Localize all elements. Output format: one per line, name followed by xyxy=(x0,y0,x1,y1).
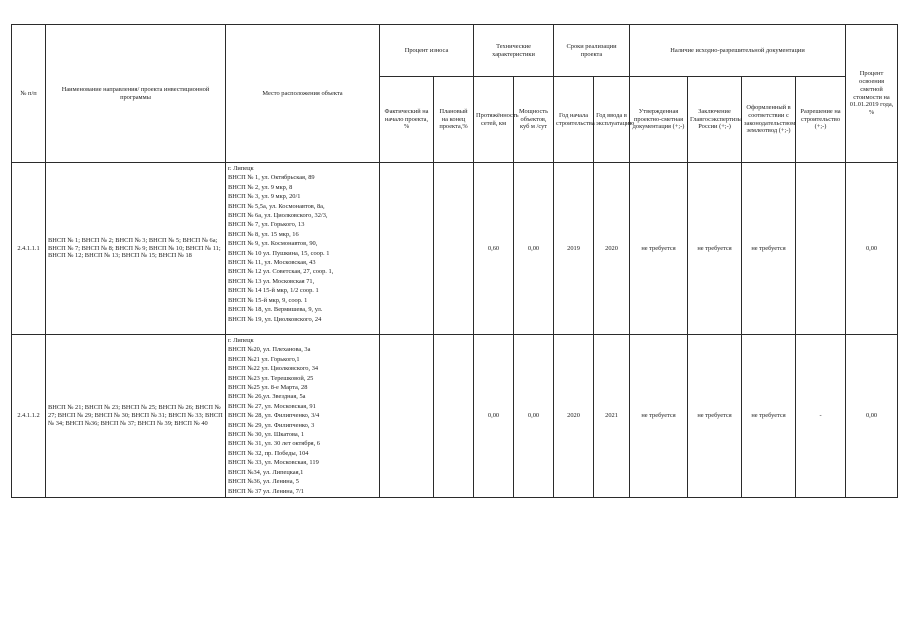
place-line: ВНСП № 32, пр. Победы, 104 xyxy=(228,449,309,457)
place-line: ВНСП № 7, ул. Горького, 13 xyxy=(228,221,305,229)
header-design-doc: Утвержденная проектно-сметная документация (+;-) xyxy=(630,77,688,163)
header-place: Место расположения объекта xyxy=(226,25,380,163)
row-design-doc: не требуется xyxy=(630,335,688,498)
row-name: ВНСП № 1; ВНСП № 2; ВНСП № 3; ВНСП № 5; ВНСП № 6а; ВНСП № 7; ВНСП № 8; ВНСП № 9; ВНСП № 10; ВНСП № 11; ВНСП № 12; ВНСП № 13; ВНСП № 15; ВНСП № 18 xyxy=(46,163,226,335)
row-places xyxy=(226,335,380,498)
header-wear-fact: Фактический на начало проекта, % xyxy=(380,77,434,163)
place-line: ВНСП №36, ул. Ленина, 5 xyxy=(228,478,299,486)
header-percent: Процент освоения сметной стоимости на 01.01.2019 года, % xyxy=(846,25,898,163)
place-line: ВНСП № 37 ул. Ленина, 7/1 xyxy=(228,487,304,495)
header-glavgos: Заключение Главгосэкспертизы России (+;-) xyxy=(688,77,742,163)
place-line: ВНСП № 31, ул. 30 лет октября, 6 xyxy=(228,440,320,448)
place-line: ВНСП № 15-й мкр, 9, соор. 1 xyxy=(228,296,308,304)
place-line: ВНСП № 18, ул. Вермишева, 9, ул. xyxy=(228,306,323,314)
row-places xyxy=(226,163,380,335)
place-line: ВНСП №22 ул. Циолковского, 34 xyxy=(228,365,319,373)
row-wear-plan xyxy=(434,335,474,498)
row-design-doc: не требуется xyxy=(630,163,688,335)
header-capacity: Мощность объектов, куб м /сут xyxy=(514,77,554,163)
place-line: ВНСП №23 ул. Терешковой, 25 xyxy=(228,374,314,382)
place-line: ВНСП № 10 ул. Пушкина, 15, соор. 1 xyxy=(228,249,330,257)
header-end-year: Год ввода в эксплуатацию xyxy=(594,77,630,163)
place-line: ВНСП № 33, ул. Московская, 119 xyxy=(228,459,319,467)
place-line: г. Липецк xyxy=(228,337,254,344)
place-line: ВНСП № 26,ул. Звездная, 5а xyxy=(228,393,306,401)
row-build-permit xyxy=(796,163,846,335)
place-line: ВНСП № 12 ул. Советская, 27, соор. 1, xyxy=(228,268,334,276)
place-line: ВНСП № 1, ул. Октябрьская, 89 xyxy=(228,174,315,182)
table-row xyxy=(12,163,898,335)
header-start-year: Год начала строительства xyxy=(554,77,594,163)
header-wear: Процент износа xyxy=(380,25,474,77)
place-line: ВНСП №34, ул. Липецкая,1 xyxy=(228,468,304,476)
row-land: не требуется xyxy=(742,335,796,498)
header-build-permit: Разрешение на строительство (+;-) xyxy=(796,77,846,163)
place-line: ВНСП № 28, ул. Филипченко, 3/4 xyxy=(228,412,320,420)
place-line: ВНСП № 9, ул. Космонавтов, 90, xyxy=(228,240,318,248)
place-line: ВНСП № 2, ул. 9 мкр, 8 xyxy=(228,183,293,191)
place-line: ВНСП № 11, ул. Московская, 43 xyxy=(228,259,316,267)
place-line: ВНСП № 8, ул. 15 мкр, 16 xyxy=(228,230,299,238)
row-length: 0,60 xyxy=(474,163,514,335)
place-line: ВНСП №25 ул. 8-е Марта, 28 xyxy=(228,384,308,392)
place-line: ВНСП № 29, ул. Филипченко, 3 xyxy=(228,421,315,429)
row-capacity: 0,00 xyxy=(514,335,554,498)
place-line: ВНСП №21 ул. Горького,1 xyxy=(228,355,300,363)
place-line: ВНСП №20, ул. Плеханова, 3а xyxy=(228,346,311,354)
row-percent: 0,00 xyxy=(846,163,898,335)
header-num: № п/п xyxy=(12,25,46,163)
place-line: ВНСП № 3, ул. 9 мкр, 20/1 xyxy=(228,193,301,201)
place-line: г. Липецк xyxy=(228,165,254,172)
row-wear-plan xyxy=(434,163,474,335)
place-line: ВНСП № 19, ул. Циолковского, 24 xyxy=(228,315,322,323)
header-permits: Наличие исходно-разрешительной документации xyxy=(630,25,846,77)
header-land: Оформленный в соответствии с законодательством землеотвод (+;-) xyxy=(742,77,796,163)
row-capacity: 0,00 xyxy=(514,163,554,335)
investment-program-table xyxy=(11,24,898,498)
place-line: ВНСП № 27, ул. Московская, 91 xyxy=(228,402,316,410)
row-land: не требуется xyxy=(742,163,796,335)
row-glavgos: не требуется xyxy=(688,335,742,498)
place-line: ВНСП № 5,5а, ул. Космонавтов, 8а, xyxy=(228,202,325,210)
row-glavgos: не требуется xyxy=(688,163,742,335)
place-line: ВНСП № 6а, ул. Циолковского, 32/3, xyxy=(228,212,328,220)
row-name: ВНСП № 21; ВНСП № 23; ВНСП № 25; ВНСП № 26; ВНСП № 27; ВНСП № 29; ВНСП № 30; ВНСП № 31; ВНСП № 33; ВНСП № 34; ВНСП №36; ВНСП № 37; ВНСП № 39; ВНСП № 40 xyxy=(46,335,226,498)
row-build-permit: - xyxy=(796,335,846,498)
header-length: Протяжённость сетей, км xyxy=(474,77,514,163)
place-line: ВНСП № 14 15-й мкр, 1/2 соор. 1 xyxy=(228,287,319,295)
table-row xyxy=(12,335,898,498)
header-wear-plan: Плановый на конец проекта,% xyxy=(434,77,474,163)
row-start-year: 2020 xyxy=(554,335,594,498)
row-num: 2.4.1.1.1 xyxy=(12,163,46,335)
row-length: 0,00 xyxy=(474,335,514,498)
row-end-year: 2020 xyxy=(594,163,630,335)
place-line: ВНСП № 30, ул. Шкатова, 1 xyxy=(228,431,305,439)
row-wear-fact xyxy=(380,335,434,498)
row-end-year: 2021 xyxy=(594,335,630,498)
header-name: Наименование направления/ проекта инвестиционной программы xyxy=(46,25,226,163)
place-line: ВНСП № 13 ул. Московская 71, xyxy=(228,277,315,285)
row-wear-fact xyxy=(380,163,434,335)
header-terms: Сроки реализации проекта xyxy=(554,25,630,77)
row-start-year: 2019 xyxy=(554,163,594,335)
header-tech: Технические характеристики xyxy=(474,25,554,77)
row-percent: 0,00 xyxy=(846,335,898,498)
row-num: 2.4.1.1.2 xyxy=(12,335,46,498)
